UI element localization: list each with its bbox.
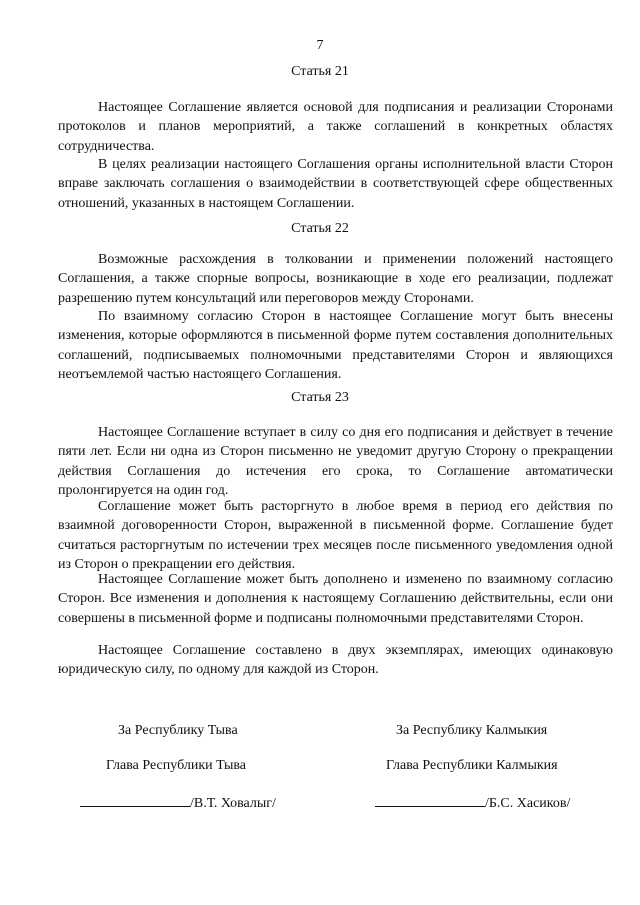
article-21-paragraph-2: В целях реализации настоящего Соглашения органы исполнительной власти Сторон вправе заключать соглашения о взаимодействии в соответствующей сфере общественных отношений, указанных в настоящем Соглашении. [58,157,613,211]
page-number: 7 [316,38,324,53]
article-23-paragraph-1: Настоящее Соглашение вступает в силу со дня его подписания и действует в течение пяти лет. Если ни одна из Сторон письменно не уведомит другую Сторону о прекращении действия Соглашения до истечения его срока, то Соглашение автоматически пролонгируется на один год. [58,425,613,499]
right-signature-block [375,794,570,812]
left-signatory-for: За Республику Тыва [118,723,238,738]
left-signatory-title: Глава Республики Тыва [106,758,247,773]
left-signature-line [80,794,190,807]
article-21-heading: Статья 21 [291,64,349,79]
article-23-paragraph-4: Настоящее Соглашение составлено в двух экземплярах, имеющих одинаковую юридическую силу, по одному для каждой из Сторон. [58,643,613,678]
article-23-paragraph-2: Соглашение может быть расторгнуто в любое время в период его действия по взаимной договоренности Сторон, выраженной в письменной форме. Соглашение будет считаться расторгнутым по истечении трех месяцев после письменного уведомления одной из Сторон о прекращении его действия. [58,499,613,573]
article-22-paragraph-1: Возможные расхождения в толковании и применении положений настоящего Соглашения, а также спорные вопросы, возникающие в ходе его реализации, подлежат разрешению путем консультаций или переговоров между Сторонами. [58,252,613,306]
article-22-heading: Статья 22 [291,221,349,236]
article-21-paragraph-1: Настоящее Соглашение является основой для подписания и реализации Сторонами протоколов и планов мероприятий, а также соглашений в конкретных областях сотрудничества. [58,100,613,154]
left-signature-block [80,794,276,812]
right-signatory-name: /Б.С. Хасиков/ [485,796,571,811]
right-signature-line [375,794,485,807]
right-signatory-for: За Республику Калмыкия [396,723,548,738]
article-23-paragraph-3: Настоящее Соглашение может быть дополнено и изменено по взаимному согласию Сторон. Все изменения и дополнения к настоящему Соглашению действительны, если они совершены в письменной форме и подписаны полномочными представителями Сторон. [58,572,613,626]
article-22-paragraph-2: По взаимному согласию Сторон в настоящее Соглашение могут быть внесены изменения, которые оформляются в письменной форме путем составления дополнительных соглашений, подписываемых полномочными представителями Сторон и являющихся неотъемлемой частью настоящего Соглашения. [58,309,613,383]
article-23-heading: Статья 23 [291,390,349,405]
left-signatory-name: /В.Т. Ховалыг/ [190,796,276,811]
right-signatory-title: Глава Республики Калмыкия [386,758,558,773]
